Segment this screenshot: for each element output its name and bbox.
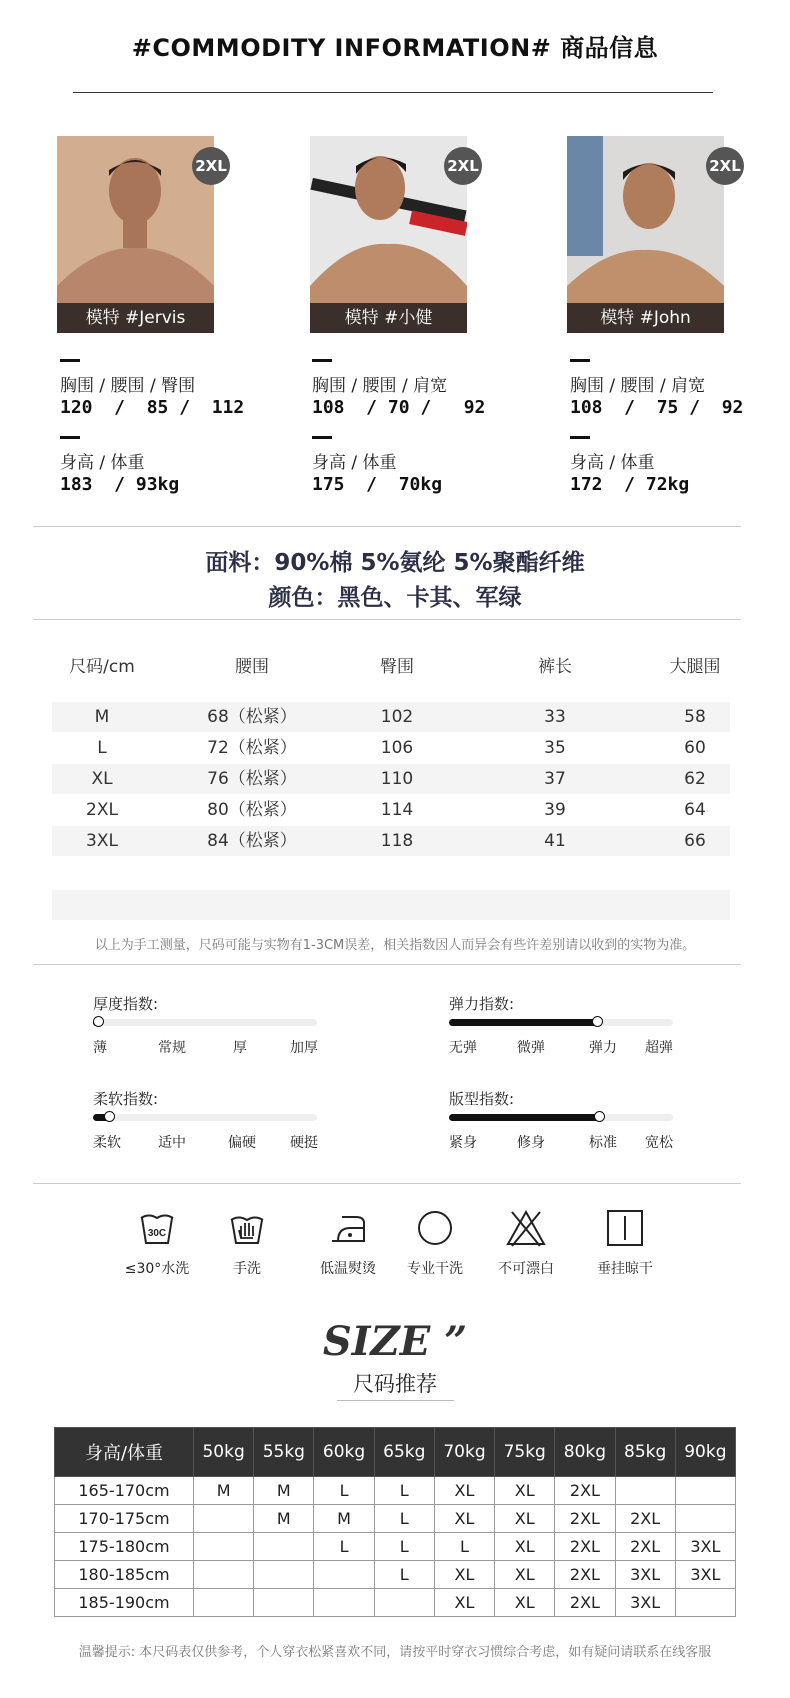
size-cell — [254, 1533, 314, 1561]
waist-cell: 84（松紧） — [207, 831, 297, 851]
tick-label: 适中 — [158, 1135, 186, 1151]
care-label: ≤30°水洗 — [124, 1261, 190, 1277]
size-divider — [337, 1400, 454, 1401]
size-cell: M — [194, 1477, 254, 1505]
height-cell: 165-170cm — [55, 1477, 194, 1505]
iron-low-icon — [328, 1208, 368, 1248]
weight-header: 60kg — [314, 1428, 374, 1477]
hip-cell: 110 — [380, 769, 414, 789]
size-cell: XL — [434, 1561, 494, 1589]
tick-label: 微弹 — [517, 1040, 545, 1056]
weight-header: 90kg — [675, 1428, 735, 1477]
tick-label: 偏硬 — [228, 1135, 256, 1151]
slider-knob — [592, 1016, 603, 1027]
thigh-cell: 58 — [684, 707, 706, 727]
size-cell: 3XL — [615, 1589, 675, 1617]
care-item — [298, 1208, 398, 1278]
slider-knob — [594, 1111, 605, 1122]
header-corner: 身高/体重 — [55, 1428, 194, 1477]
size-cell: 2XL — [555, 1505, 615, 1533]
size-cell: XL — [434, 1477, 494, 1505]
dash-marker — [570, 359, 590, 362]
size-cell — [675, 1477, 735, 1505]
care-label: 低温熨烫 — [320, 1261, 376, 1277]
measure-heading: 胸围 / 腰围 / 臀围 — [60, 376, 196, 396]
size-table-header — [52, 652, 730, 682]
size-badge: 2XL — [444, 147, 482, 185]
size-cell: 2XL — [555, 1561, 615, 1589]
tick-label: 弹力 — [589, 1040, 617, 1056]
index-title-softness: 柔软指数: — [93, 1090, 159, 1108]
height-weight-value: 183 / 93kg — [60, 474, 180, 495]
thickness-slider — [93, 1019, 317, 1026]
size-cell: XL — [434, 1589, 494, 1617]
size-cell — [374, 1589, 434, 1617]
weight-header: 80kg — [555, 1428, 615, 1477]
size-cell: 2XL — [555, 1533, 615, 1561]
hip-cell: 106 — [380, 738, 414, 758]
care-item — [197, 1208, 297, 1278]
weight-header: 65kg — [374, 1428, 434, 1477]
index-title-fit: 版型指数: — [449, 1090, 515, 1108]
height-weight-heading: 身高 / 体重 — [60, 453, 145, 473]
care-item — [575, 1208, 675, 1278]
tick-label: 宽松 — [645, 1135, 673, 1151]
size-recommendation-table — [54, 1427, 736, 1617]
tick-label: 硬挺 — [290, 1135, 318, 1151]
length-cell: 39 — [544, 800, 566, 820]
page-title: #COMMODITY INFORMATION# 商品信息 — [131, 34, 659, 62]
measure-heading: 胸围 / 腰围 / 肩宽 — [570, 376, 706, 396]
thigh-cell: 60 — [684, 738, 706, 758]
index-title-thickness: 厚度指数: — [93, 995, 159, 1013]
waist-cell: 76（松紧） — [207, 769, 297, 789]
size-cell: 2XL — [555, 1589, 615, 1617]
size-cell: L — [314, 1533, 374, 1561]
size-cell — [194, 1505, 254, 1533]
empty-table-row — [52, 890, 730, 920]
size-cell — [194, 1533, 254, 1561]
height-cell: 180-185cm — [55, 1561, 194, 1589]
size-cell: M — [254, 1477, 314, 1505]
hip-cell: 118 — [380, 831, 414, 851]
fit-slider — [449, 1114, 673, 1121]
size-cell: 3XL — [615, 1561, 675, 1589]
size-cell: M — [254, 1505, 314, 1533]
size-cell: L — [434, 1533, 494, 1561]
measure-heading: 胸围 / 腰围 / 肩宽 — [312, 376, 448, 396]
header-thigh: 大腿围 — [669, 657, 721, 677]
waist-cell: 68（松紧） — [207, 707, 297, 727]
size-cell: L — [97, 738, 107, 758]
size-cell: 3XL — [675, 1561, 735, 1589]
table-header-row — [55, 1428, 736, 1477]
thigh-cell: 66 — [684, 831, 706, 851]
size-cell: 3XL — [86, 831, 118, 851]
size-cell — [194, 1561, 254, 1589]
slider-fill — [449, 1114, 600, 1121]
care-label: 专业干洗 — [407, 1261, 463, 1277]
care-label: 手洗 — [233, 1261, 261, 1277]
care-item — [107, 1208, 207, 1278]
size-cell: XL — [434, 1505, 494, 1533]
weight-header: 75kg — [495, 1428, 555, 1477]
care-label: 不可漂白 — [498, 1261, 554, 1277]
header-hip: 臀围 — [380, 657, 414, 677]
tick-label: 常规 — [158, 1040, 186, 1056]
measure-value: 120 / 85 / 112 — [60, 397, 245, 418]
dry-clean-icon — [415, 1208, 455, 1248]
size-cell: 3XL — [675, 1533, 735, 1561]
length-cell: 41 — [544, 831, 566, 851]
size-cell: XL — [91, 769, 113, 789]
size-cell: XL — [495, 1477, 555, 1505]
care-label: 垂挂晾干 — [597, 1261, 653, 1277]
table-row — [52, 795, 730, 825]
tick-label: 柔软 — [93, 1135, 121, 1151]
tick-label: 厚 — [233, 1040, 247, 1056]
table-row — [52, 702, 730, 732]
measure-value: 108 / 70 / 92 — [312, 397, 486, 418]
size-cell: 2XL — [86, 800, 118, 820]
care-item — [476, 1208, 576, 1278]
size-cell: 2XL — [615, 1533, 675, 1561]
length-cell: 35 — [544, 738, 566, 758]
table-row — [55, 1505, 736, 1533]
size-cell — [314, 1589, 374, 1617]
elasticity-slider — [449, 1019, 673, 1026]
size-cell: XL — [495, 1561, 555, 1589]
size-cell — [615, 1477, 675, 1505]
size-cell — [194, 1589, 254, 1617]
section-divider — [33, 964, 741, 965]
height-weight-heading: 身高 / 体重 — [570, 453, 655, 473]
height-weight-value: 175 / 70kg — [312, 474, 443, 495]
dash-marker — [570, 436, 590, 439]
wash-temp: 30C — [147, 1228, 167, 1239]
tick-label: 紧身 — [449, 1135, 477, 1151]
height-weight-heading: 身高 / 体重 — [312, 453, 397, 473]
table-row — [55, 1533, 736, 1561]
thigh-cell: 64 — [684, 800, 706, 820]
hand-wash-icon — [227, 1208, 267, 1248]
size-subtitle: 尺码推荐 — [353, 1372, 437, 1396]
height-cell: 175-180cm — [55, 1533, 194, 1561]
fabric-material: 面料：90%棉 5%氨纶 5%聚酯纤维 — [205, 550, 585, 576]
hip-cell: 102 — [380, 707, 414, 727]
care-item — [385, 1208, 485, 1278]
model-name-label: 模特 #John — [567, 303, 724, 333]
table-row — [52, 826, 730, 856]
size-cell — [675, 1589, 735, 1617]
size-cell: L — [374, 1477, 434, 1505]
slider-knob — [93, 1016, 104, 1027]
dash-marker — [60, 436, 80, 439]
height-weight-value: 172 / 72kg — [570, 474, 690, 495]
header-waist: 腰围 — [235, 657, 269, 677]
size-cell: XL — [495, 1589, 555, 1617]
softness-slider — [93, 1114, 317, 1121]
waist-cell: 72（松紧） — [207, 738, 297, 758]
waist-cell: 80（松紧） — [207, 800, 297, 820]
index-title-elasticity: 弹力指数: — [449, 995, 515, 1013]
table-row — [55, 1589, 736, 1617]
tick-label: 无弹 — [449, 1040, 477, 1056]
model-photo-jervis — [57, 136, 214, 333]
measure-value: 108 / 75 / 92 — [570, 397, 744, 418]
size-cell — [675, 1505, 735, 1533]
section-divider — [33, 526, 741, 527]
length-cell: 37 — [544, 769, 566, 789]
dash-marker — [312, 359, 332, 362]
size-cell: 2XL — [615, 1505, 675, 1533]
size-cell: XL — [495, 1505, 555, 1533]
slider-fill — [449, 1019, 598, 1026]
length-cell: 33 — [544, 707, 566, 727]
no-bleach-icon — [506, 1208, 546, 1248]
tick-label: 薄 — [93, 1040, 107, 1056]
tick-label: 标准 — [589, 1135, 617, 1151]
size-cell: M — [94, 707, 110, 727]
fabric-colors: 颜色：黑色、卡其、军绿 — [268, 585, 522, 611]
wash-30-icon — [137, 1208, 177, 1248]
size-cell — [254, 1561, 314, 1589]
hang-dry-icon — [605, 1208, 645, 1248]
thigh-cell: 62 — [684, 769, 706, 789]
table-row — [55, 1477, 736, 1505]
dash-marker — [312, 436, 332, 439]
measurement-note: 以上为手工测量，尺码可能与实物有1-3CM误差，相关指数因人而异会有些许差别请以收到的实物为准。 — [94, 938, 696, 953]
tick-label: 加厚 — [290, 1040, 318, 1056]
model-photo-john — [567, 136, 724, 333]
slider-knob — [104, 1111, 115, 1122]
size-badge: 2XL — [706, 147, 744, 185]
size-cell: L — [314, 1477, 374, 1505]
title-divider — [73, 92, 713, 93]
size-footnote: 温馨提示: 本尺码表仅供参考，个人穿衣松紧喜欢不同，请按平时穿衣习惯综合考虑，如有疑问请联系在线客服 — [78, 1645, 712, 1660]
tick-label: 修身 — [517, 1135, 545, 1151]
header-size: 尺码/cm — [69, 657, 135, 677]
size-cell: L — [374, 1505, 434, 1533]
size-cell: L — [374, 1561, 434, 1589]
section-divider — [33, 1183, 741, 1184]
section-divider — [33, 619, 741, 620]
table-row — [52, 733, 730, 763]
hip-cell: 114 — [380, 800, 414, 820]
weight-header: 85kg — [615, 1428, 675, 1477]
size-heading: SIZE ” — [322, 1318, 468, 1365]
size-cell: L — [374, 1533, 434, 1561]
size-cell — [254, 1589, 314, 1617]
dash-marker — [60, 359, 80, 362]
weight-header: 70kg — [434, 1428, 494, 1477]
weight-header: 50kg — [194, 1428, 254, 1477]
height-cell: 170-175cm — [55, 1505, 194, 1533]
size-badge: 2XL — [192, 147, 230, 185]
tick-label: 超弹 — [645, 1040, 673, 1056]
weight-header: 55kg — [254, 1428, 314, 1477]
size-cell — [314, 1561, 374, 1589]
height-cell: 185-190cm — [55, 1589, 194, 1617]
size-cell: 2XL — [555, 1477, 615, 1505]
model-name-label: 模特 #小健 — [310, 303, 467, 333]
table-row — [55, 1561, 736, 1589]
size-cell: XL — [495, 1533, 555, 1561]
table-row — [52, 764, 730, 794]
size-cell: M — [314, 1505, 374, 1533]
model-name-label: 模特 #Jervis — [57, 303, 214, 333]
header-length: 裤长 — [538, 657, 572, 677]
